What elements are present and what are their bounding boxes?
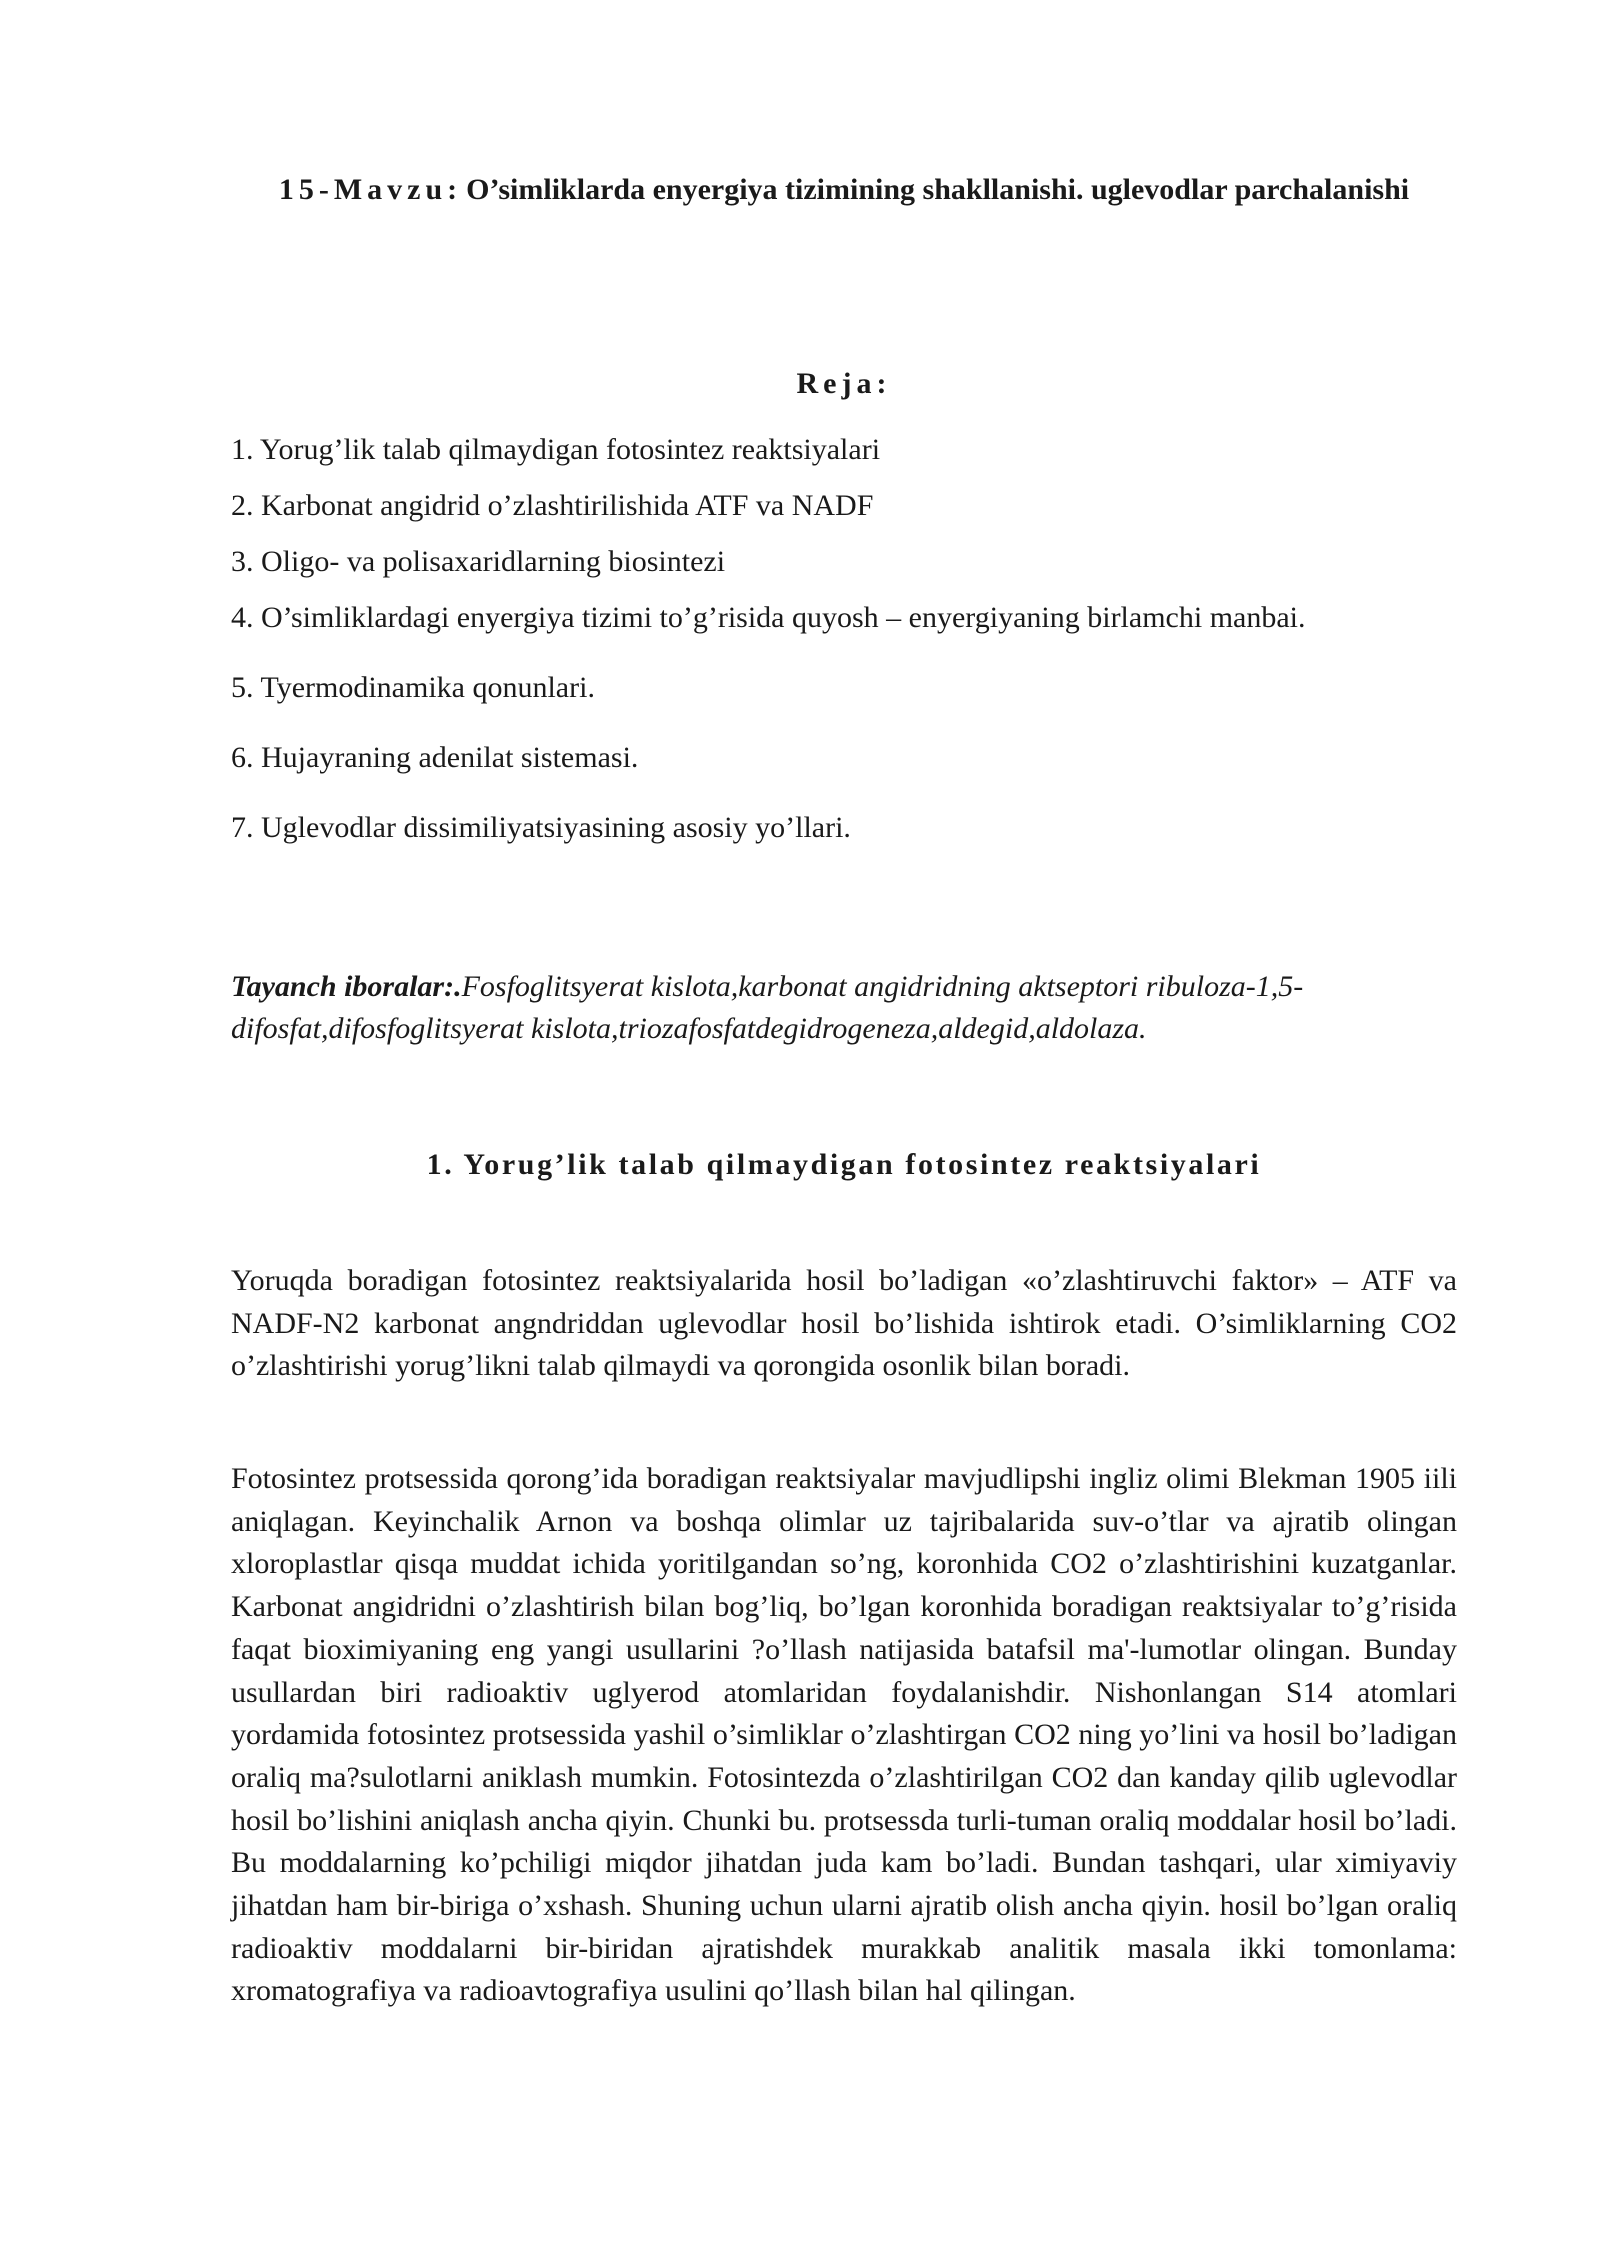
plan-item: 4. O’simliklardagi enyergiya tizimi to’g’risida quyosh – enyergiyaning birlamchi manbai.: [231, 601, 1306, 634]
document-title: [231, 170, 1457, 210]
plan-item: 2. Karbonat angidrid o’zlashtirilishida ATF va NADF: [231, 489, 874, 522]
plan-heading: Reja:: [796, 367, 892, 400]
section-heading: 1. Yorug’lik talab qilmaydigan fotosintez reaktsiyalari: [426, 1147, 1262, 1181]
plan-item: 7. Uglevodlar dissimiliyatsiyasining asosiy yo’llari.: [231, 811, 851, 844]
keywords-text: Fosfoglitsyerat kislota,karbonat angidridning aktseptori ribuloza-1,5-difosfat,difosfoglitsyerat kislota,triozafosfatdegidrogeneza,aldegid,aldolaza.: [231, 970, 1304, 1045]
body-paragraph: Fotosintez protsessida qorong’ida boradigan reaktsiyalar mavjudlipshi ingliz olimi Blekman 1905 iili aniqlagan. Keyinchalik Arnon va boshqa olimlar uz tajribalarida suv-o’tlar va ajratib olingan xloroplastlar qisqa muddat ichida yoritilgandan so’ng, koronhida CO2 o’zlashtirishini kuzatganlar. Karbonat angidridni o’zlashtirish bilan bog’liq, bo’lgan koronhida boradigan reaktsiyalar to’g’risida faqat bioximiyaning eng yangi usullarini ?o’llash natijasida batafsil ma'-lumotlar olingan. Bunday usullardan biri radioaktiv uglyerod atomlaridan foydalanishdir. Nishonlangan S14 atomlari yordamida fotosintez protsessida yashil o’simliklar o’zlashtirgan CO2 ning yo’lini va hosil bo’ladigan oraliq ma?sulotlarni aniklash mumkin. Fotosintezda o’zlashtirilgan CO2 dan kanday qilib uglevodlar hosil bo’lishini aniqlash ancha qiyin. Chunki bu. protsessda turli-tuman oraliq moddalar hosil bo’ladi. Bu moddalarning ko’pchiligi miqdor jihatdan juda kam bo’ladi. Bundan tashqari, ular ximiyaviy jihatdan ham bir-biriga o’xshash. Shuning uchun ularni ajratib olish ancha qiyin. hosil bo’lgan oraliq radioaktiv moddalarni bir-biridan ajratishdek murakkab analitik masala ikki tomonlama: xromatografiya va radioavtografiya usulini qo’llash bilan hal qilingan.: [231, 1462, 1457, 2008]
keywords-paragraph: [231, 966, 1457, 1050]
plan-item: 5. Tyermodinamika qonunlari.: [231, 671, 595, 704]
plan-item: 3. Oligo- va polisaxaridlarning biosintezi: [231, 545, 726, 578]
plan-item: 1. Yorug’lik talab qilmaydigan fotosintez reaktsiyalari: [231, 433, 881, 466]
title-topic-number: 15-Mavzu:: [278, 173, 463, 207]
keywords-label: Tayanch iboralar:.: [231, 970, 462, 1003]
plan-item: 6. Hujayraning adenilat sistemasi.: [231, 741, 639, 774]
title-text: O’simliklarda enyergiya tizimining shakllanishi. uglevodlar parchalanishi: [466, 173, 1410, 207]
body-paragraph: Yoruqda boradigan fotosintez reaktsiyalarida hosil bo’ladigan «o’zlashtiruvchi faktor» – ATF va NADF-N2 karbonat angndriddan uglevodlar hosil bo’lishida ishtirok etadi. O’simliklarning CO2 o’zlashtirishi yorug’likni talab qilmaydi va qorongida osonlik bilan boradi.: [231, 1264, 1457, 1383]
